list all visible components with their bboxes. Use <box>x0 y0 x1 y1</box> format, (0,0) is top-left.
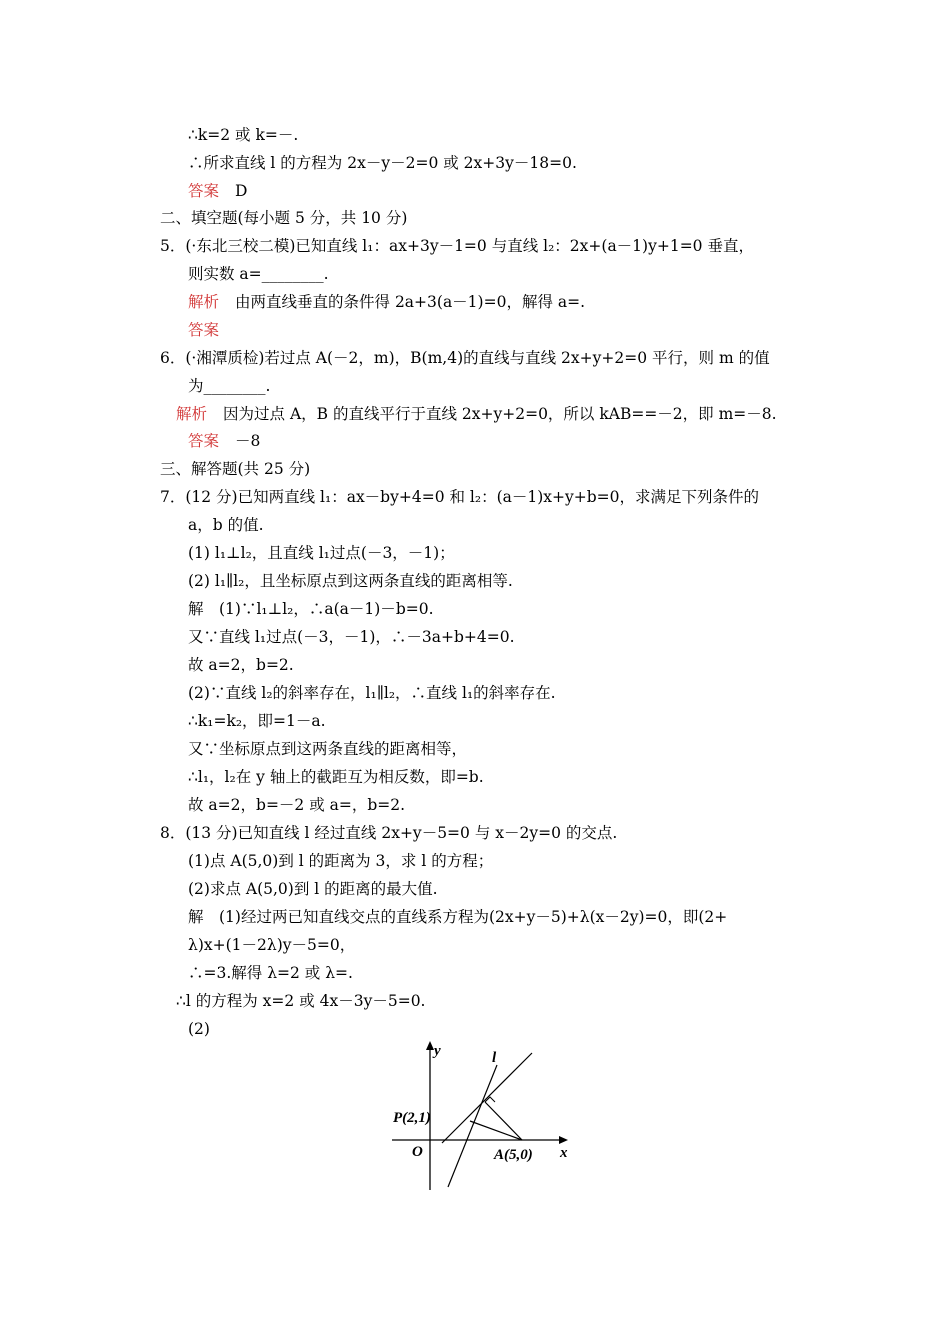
line-pa-perpendicular <box>442 1053 532 1143</box>
answer-value: D <box>235 182 248 200</box>
x-axis-arrow-icon <box>559 1136 568 1144</box>
question-7: 7．(12 分)已知两直线 l₁：ax－by+4=0 和 l₂：(a－1)x+y+b=0，求满足下列条件的 <box>160 488 760 506</box>
y-axis-arrow-icon <box>426 1041 434 1050</box>
text-line: a，b 的值. <box>188 516 264 534</box>
question-6: 6．(·湘潭质检)若过点 A(－2，m)，B(m,4)的直线与直线 2x+y+2=0 平行，则 m 的值 <box>160 349 770 367</box>
o-label: O <box>412 1144 423 1160</box>
text-line: (2)∵直线 l₂的斜率存在，l₁∥l₂，∴直线 l₁的斜率存在. <box>188 684 556 702</box>
answer-line <box>188 181 247 201</box>
text-line: ∴=3.解得 λ=2 或 λ=. <box>188 964 353 982</box>
analysis-value: 由两直线垂直的条件得 2a+3(a－1)=0，解得 a=. <box>235 293 586 311</box>
text-line: 又∵直线 l₁过点(－3，－1)，∴－3a+b+4=0. <box>188 628 515 646</box>
text-line: ∴l₁，l₂在 y 轴上的截距互为相反数，即=b. <box>188 768 484 786</box>
analysis-line <box>176 404 777 424</box>
text-line: 故 a=2，b=2. <box>188 656 294 674</box>
text-line: ∴所求直线 l 的方程为 2x－y－2=0 或 2x+3y－18=0. <box>188 154 577 172</box>
text-line: λ)x+(1－2λ)y－5=0， <box>188 936 356 954</box>
text-line: ∴k₁=k₂，即=1－a. <box>188 712 326 730</box>
text-line: 解 (1)经过两已知直线交点的直线系方程为(2x+y－5)+λ(x－2y)=0，即(2+ <box>188 908 728 926</box>
y-label: y <box>434 1043 441 1059</box>
l-label: l <box>492 1050 497 1066</box>
text-line: (2) l₁∥l₂，且坐标原点到这两条直线的距离相等. <box>188 572 513 590</box>
text-line: (2)求点 A(5,0)到 l 的距离的最大值. <box>188 880 438 898</box>
answer-label: 答案 <box>188 432 220 450</box>
question-5: 5．(·东北三校二模)已知直线 l₁：ax+3y－1=0 与直线 l₂：2x+(a－1)y+1=0 垂直， <box>160 237 754 255</box>
text-line: ∴k=2 或 k=－. <box>188 126 299 144</box>
text-line: (1) l₁⊥l₂，且直线 l₁过点(－3，－1)； <box>188 544 455 562</box>
question-8: 8．(13 分)已知直线 l 经过直线 2x+y－5=0 与 x－2y=0 的交点. <box>160 824 618 842</box>
text-line: 为________. <box>188 377 271 395</box>
answer-label: 答案 <box>188 321 220 339</box>
text-line: ∴l 的方程为 x=2 或 4x－3y－5=0. <box>176 992 426 1010</box>
analysis-line <box>188 292 585 312</box>
analysis-label: 解析 <box>176 405 208 423</box>
section-heading: 二、填空题(每小题 5 分，共 10 分) <box>160 209 408 227</box>
geometry-figure <box>390 1035 575 1193</box>
text-line: 解 (1)∵l₁⊥l₂，∴a(a－1)－b=0. <box>188 600 434 618</box>
p-label: P(2,1) <box>393 1110 431 1126</box>
answer-label: 答案 <box>188 182 220 200</box>
answer-value: －8 <box>235 432 261 450</box>
line-l <box>448 1065 497 1187</box>
text-line: 则实数 a=________. <box>188 265 329 283</box>
x-label: x <box>560 1145 568 1161</box>
a-label: A(5,0) <box>494 1147 533 1163</box>
analysis-value: 因为过点 A，B 的直线平行于直线 2x+y+2=0，所以 kAB==－2，即 m=－8. <box>223 405 777 423</box>
text-line: (1)点 A(5,0)到 l 的距离为 3，求 l 的方程； <box>188 852 494 870</box>
text-line: 故 a=2，b=－2 或 a=，b=2. <box>188 796 406 814</box>
section-heading: 三、解答题(共 25 分) <box>160 460 311 478</box>
answer-line <box>188 431 260 451</box>
perpendicular-from-a <box>485 1102 522 1140</box>
text-line: 又∵坐标原点到这两条直线的距离相等， <box>188 740 468 758</box>
segment-pa <box>470 1121 522 1140</box>
text-line: (2) <box>188 1020 210 1038</box>
analysis-label: 解析 <box>188 293 220 311</box>
answer-line <box>188 320 219 340</box>
